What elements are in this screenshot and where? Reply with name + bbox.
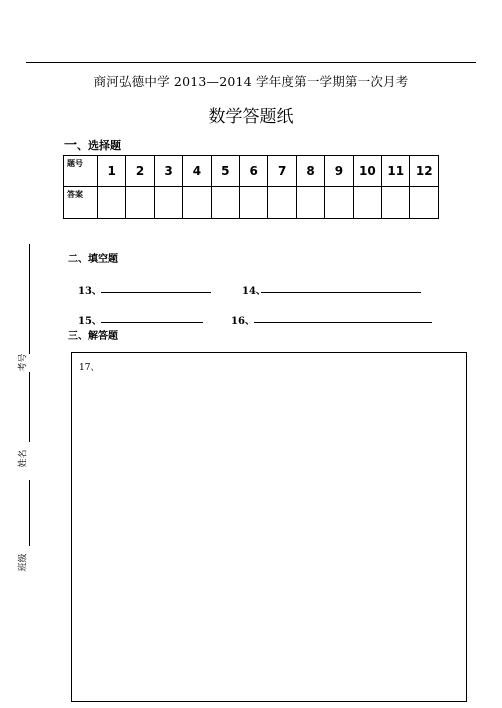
choice-answer-table — [63, 155, 439, 219]
question-number-4: 4 — [183, 156, 211, 187]
answer-cell-6[interactable] — [240, 187, 268, 219]
answer-cell-11[interactable] — [382, 187, 410, 219]
section-1-title — [64, 134, 121, 153]
question-number-12: 12 — [410, 156, 439, 187]
section-1-label: 、选择题 — [77, 139, 122, 152]
question-number-10: 10 — [353, 156, 381, 187]
solution-answer-box[interactable] — [71, 352, 467, 702]
answer-cell-4[interactable] — [183, 187, 211, 219]
margin-label-class: 班级 — [18, 553, 29, 572]
blank-label-13: 13、 — [78, 286, 102, 297]
answer-row — [64, 187, 439, 219]
margin-line-exam-no — [29, 244, 30, 354]
margin-line-name — [29, 372, 30, 442]
margin-label-name: 姓名 — [18, 449, 29, 468]
question-header-cell: 题号 — [64, 156, 98, 187]
solution-item-17: 17、 — [79, 363, 100, 373]
answer-cell-10[interactable] — [353, 187, 381, 219]
answer-cell-3[interactable] — [154, 187, 182, 219]
section-1-number: 一 — [64, 138, 78, 153]
answer-cell-1[interactable] — [98, 187, 126, 219]
header-rule — [26, 62, 476, 63]
blank-line-14[interactable] — [261, 292, 421, 293]
question-number-11: 11 — [382, 156, 410, 187]
answer-cell-2[interactable] — [126, 187, 154, 219]
question-number-row — [64, 156, 439, 187]
section-3-title: 三、解答题 — [68, 331, 118, 342]
answer-cell-7[interactable] — [268, 187, 296, 219]
question-number-2: 2 — [126, 156, 154, 187]
question-number-5: 5 — [211, 156, 239, 187]
blank-label-14: 14、 — [242, 286, 266, 297]
margin-label-exam-no: 考号 — [18, 353, 29, 372]
section-2-title: 二、填空题 — [68, 254, 118, 265]
answer-header-cell: 答案 — [64, 187, 98, 219]
question-number-6: 6 — [240, 156, 268, 187]
question-number-9: 9 — [325, 156, 353, 187]
blank-label-16: 16、 — [231, 316, 255, 327]
question-number-3: 3 — [154, 156, 182, 187]
blank-label-15: 15、 — [78, 316, 102, 327]
answer-cell-12[interactable] — [410, 187, 439, 219]
blank-line-13[interactable] — [101, 292, 211, 293]
answer-cell-9[interactable] — [325, 187, 353, 219]
blank-line-15[interactable] — [101, 322, 203, 323]
answer-cell-8[interactable] — [296, 187, 324, 219]
answer-cell-5[interactable] — [211, 187, 239, 219]
question-number-7: 7 — [268, 156, 296, 187]
question-number-1: 1 — [98, 156, 126, 187]
question-number-8: 8 — [296, 156, 324, 187]
exam-title: 商河弘德中学 2013—2014 学年度第一学期第一次月考 — [93, 74, 409, 89]
blank-line-16[interactable] — [254, 322, 432, 323]
sheet-title: 数学答题纸 — [208, 107, 294, 127]
margin-line-class — [29, 480, 30, 546]
